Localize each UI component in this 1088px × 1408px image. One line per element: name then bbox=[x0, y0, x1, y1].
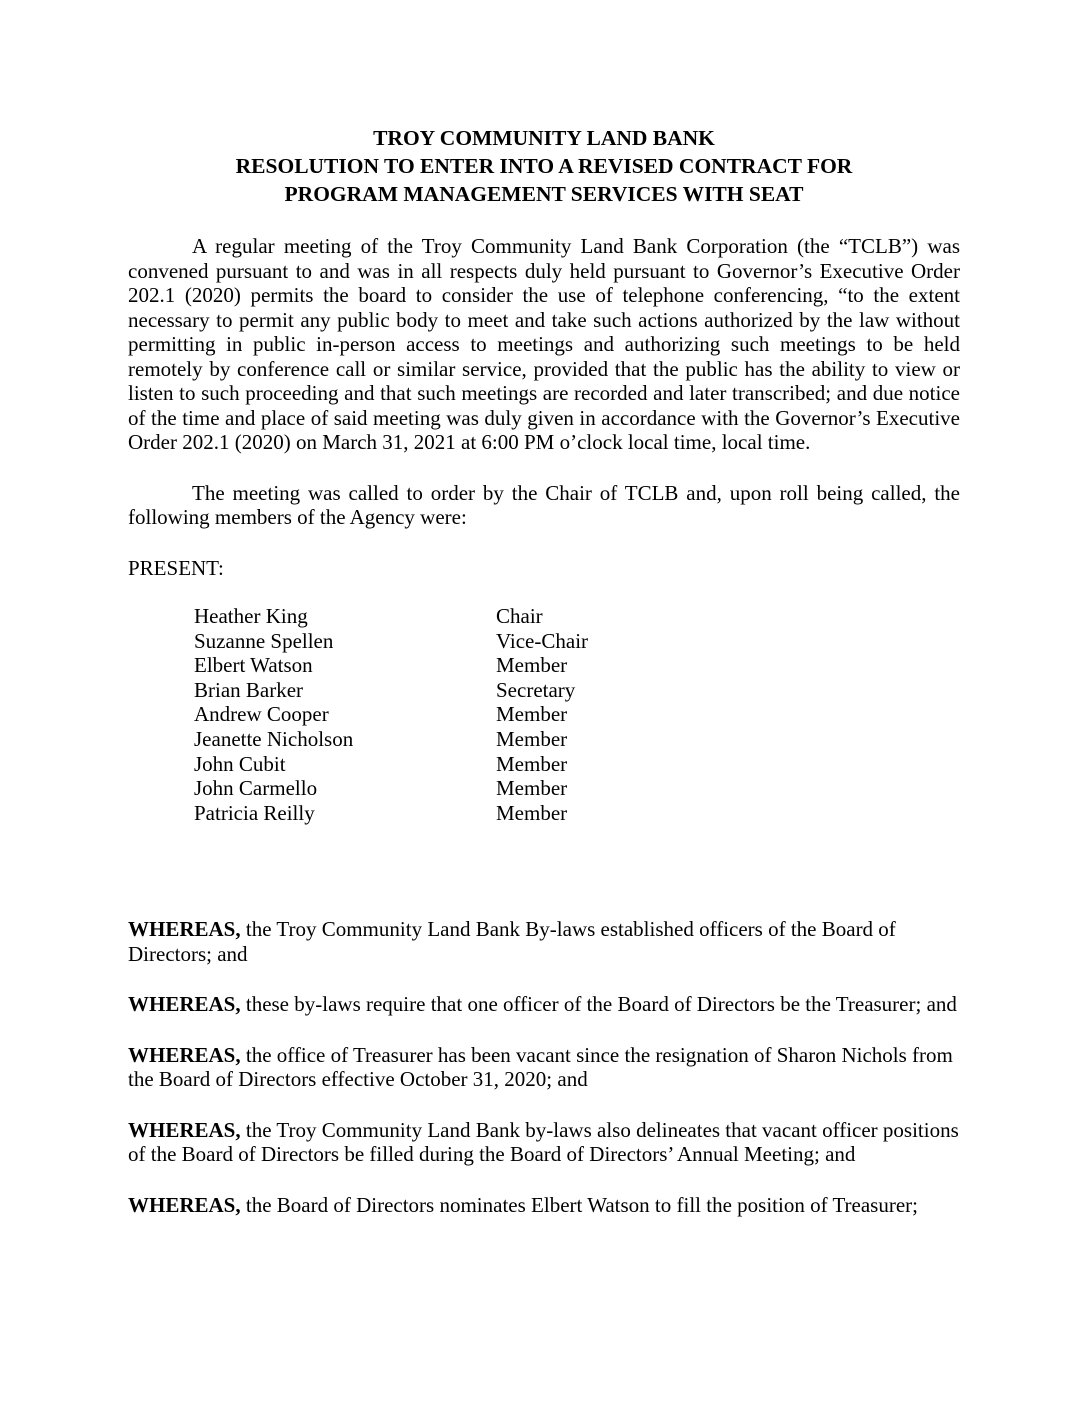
whereas-label: WHEREAS, bbox=[128, 1042, 241, 1067]
whereas-text: these by-laws require that one officer of the Board of Directors be the Treasurer; and bbox=[240, 992, 957, 1017]
title-line-1: TROY COMMUNITY LAND BANK bbox=[373, 126, 715, 150]
member-roll-list bbox=[128, 604, 960, 825]
member-name: John Carmello bbox=[194, 776, 318, 801]
title-line-2: RESOLUTION TO ENTER INTO A REVISED CONTRACT FOR bbox=[235, 154, 853, 178]
member-row bbox=[194, 629, 960, 654]
member-role: Member bbox=[496, 800, 568, 825]
whereas-text: the Board of Directors nominates Elbert Watson to fill the position of Treasurer; bbox=[240, 1192, 918, 1217]
member-name: Brian Barker bbox=[194, 677, 304, 702]
member-row bbox=[194, 727, 960, 752]
whereas-label: WHEREAS, bbox=[128, 917, 241, 942]
whereas-text: the office of Treasurer has been vacant since the resignation of Sharon Nichols from the Board of Directors effective October 31, 2020; and bbox=[128, 1042, 953, 1092]
present-label: PRESENT: bbox=[128, 555, 224, 580]
member-row bbox=[194, 752, 960, 777]
member-row bbox=[194, 702, 960, 727]
member-role: Member bbox=[496, 776, 568, 801]
member-row bbox=[194, 776, 960, 801]
whereas-clause-bylaws-officers bbox=[128, 917, 960, 966]
member-row bbox=[194, 801, 960, 826]
whereas-text: the Troy Community Land Bank by-laws also delineates that vacant officer positions of the Board of Directors be filled during the Board of Directors’ Annual Meeting; and bbox=[128, 1117, 959, 1167]
document-title bbox=[128, 124, 960, 208]
member-role: Vice-Chair bbox=[496, 628, 589, 653]
call-to-order-paragraph: The meeting was called to order by the Chair of TCLB and, upon roll being called, the following members of the Agency were: bbox=[128, 480, 960, 529]
opening-paragraph: A regular meeting of the Troy Community Land Bank Corporation (the “TCLB”) was convened pursuant to and was in all respects duly held pursuant to Governor’s Executive Order 202.1 (2020) permits the board to consider the use of telephone conferencing, “to the extent necessary to permit any public body to meet and take such actions authorized by the law without permitting in public in-person access to meetings and authorizing such meetings to be held remotely by conference call or similar service, provided that the public has the ability to view or listen to such proceeding and that such meetings are recorded and later transcribed; and due notice of the time and place of said meeting was duly given in accordance with the Governor’s Executive Order 202.1 (2020) on March 31, 2021 at 6:00 PM o’clock local time, local time. bbox=[128, 234, 960, 454]
member-name: Elbert Watson bbox=[194, 653, 313, 678]
whereas-label: WHEREAS, bbox=[128, 1117, 241, 1142]
member-name: John Cubit bbox=[194, 751, 286, 776]
whereas-label: WHEREAS, bbox=[128, 1192, 241, 1217]
whereas-text: the Troy Community Land Bank By-laws established officers of the Board of Directors; and bbox=[128, 917, 896, 966]
member-name: Heather King bbox=[194, 604, 308, 628]
member-row bbox=[194, 678, 960, 703]
whereas-clause-vacant-positions bbox=[128, 1118, 960, 1167]
member-row bbox=[194, 604, 960, 629]
member-role: Member bbox=[496, 751, 568, 776]
member-row bbox=[194, 653, 960, 678]
whereas-clause-nomination bbox=[128, 1193, 960, 1218]
member-role: Chair bbox=[496, 604, 543, 628]
member-role: Member bbox=[496, 702, 568, 727]
member-role: Secretary bbox=[496, 677, 576, 702]
whereas-clause-treasurer-vacant bbox=[128, 1043, 960, 1092]
whereas-label: WHEREAS, bbox=[128, 992, 241, 1017]
member-role: Member bbox=[496, 726, 568, 751]
member-name: Patricia Reilly bbox=[194, 800, 315, 825]
member-name: Andrew Cooper bbox=[194, 702, 329, 727]
title-line-3: PROGRAM MANAGEMENT SERVICES WITH SEAT bbox=[284, 182, 804, 206]
member-role: Member bbox=[496, 653, 568, 678]
whereas-section bbox=[128, 917, 960, 1217]
whereas-clause-treasurer-officer bbox=[128, 992, 960, 1017]
member-name: Suzanne Spellen bbox=[194, 628, 334, 653]
member-name: Jeanette Nicholson bbox=[194, 726, 354, 751]
